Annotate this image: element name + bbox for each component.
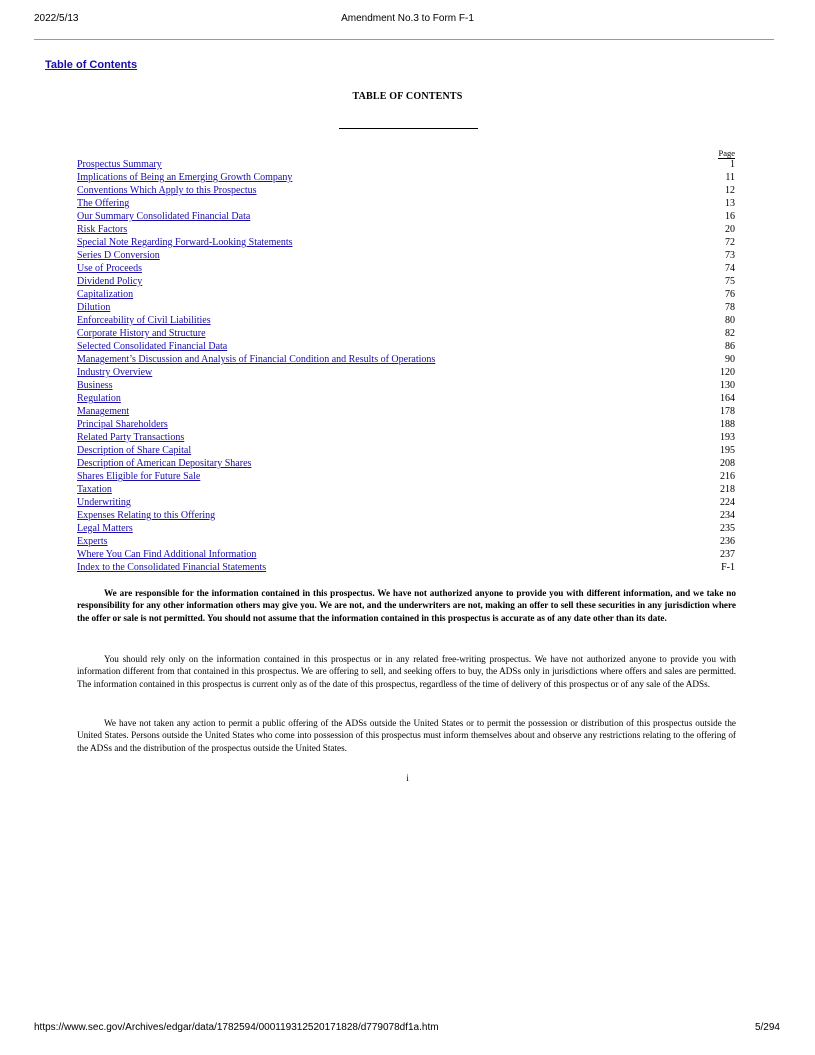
toc-list — [77, 158, 735, 574]
toc-entry — [77, 457, 735, 470]
toc-entry — [77, 158, 735, 171]
paragraph-offering-restrictions — [77, 717, 736, 754]
toc-entry — [77, 314, 735, 327]
toc-entry — [77, 366, 735, 379]
toc-entry-link[interactable]: Business — [77, 380, 113, 391]
toc-entry-page: 235 — [720, 523, 735, 534]
toc-entry-link[interactable]: Prospectus Summary — [77, 159, 162, 170]
toc-entry-page: 80 — [725, 315, 735, 326]
toc-entry — [77, 236, 735, 249]
toc-entry-link[interactable]: Risk Factors — [77, 224, 128, 235]
toc-entry — [77, 275, 735, 288]
toc-entry-page: 164 — [720, 393, 735, 404]
toc-entry — [77, 392, 735, 405]
toc-entry-page: 237 — [720, 549, 735, 560]
toc-entry — [77, 223, 735, 236]
toc-entry-page: 78 — [725, 302, 735, 313]
toc-entry — [77, 548, 735, 561]
toc-entry-page: 216 — [720, 471, 735, 482]
toc-entry — [77, 561, 735, 574]
toc-entry-link[interactable]: Regulation — [77, 393, 121, 404]
toc-entry — [77, 184, 735, 197]
toc-entry-page: 236 — [720, 536, 735, 547]
print-page-count: 5/294 — [754, 1022, 780, 1033]
toc-entry-page: 82 — [725, 328, 735, 339]
toc-entry-page: 234 — [720, 510, 735, 521]
toc-entry-link[interactable]: Special Note Regarding Forward-Looking Statements — [77, 237, 293, 248]
page-column-header: Page — [718, 148, 735, 158]
toc-entry-page: 1 — [730, 159, 735, 170]
toc-entry — [77, 171, 735, 184]
toc-entry-link[interactable]: Capitalization — [77, 289, 134, 300]
table-of-contents-link[interactable]: Table of Contents — [45, 59, 138, 71]
toc-entry-page: 130 — [720, 380, 735, 391]
toc-entry-page: 218 — [720, 484, 735, 495]
toc-entry-page: F-1 — [721, 562, 735, 573]
toc-entry-link[interactable]: Experts — [77, 536, 108, 547]
toc-entry-page: 120 — [720, 367, 735, 378]
toc-entry-link[interactable]: Dilution — [77, 302, 111, 313]
toc-entry-page: 20 — [725, 224, 735, 235]
print-url: https://www.sec.gov/Archives/edgar/data/1782594/000119312520171828/d779078df1a.htm — [34, 1022, 439, 1033]
toc-entry-link[interactable]: Legal Matters — [77, 523, 133, 534]
toc-entry-link[interactable]: Shares Eligible for Future Sale — [77, 471, 201, 482]
paragraph-text: We are responsible for the information contained in this prospectus. We have not authorized anyone to provide you with different information, and we take no responsibility for any other information others may give you. We are not, and the underwriters are not, making an offer to sell these securities in any jurisdiction where the offer or sale is not permitted. You should not assume that the information contained in this prospectus is accurate as of any date other than its date. — [77, 588, 736, 623]
toc-entry — [77, 340, 735, 353]
paragraph-responsibility — [77, 587, 736, 624]
toc-entry-page: 224 — [720, 497, 735, 508]
toc-entry-link[interactable]: Corporate History and Structure — [77, 328, 206, 339]
toc-entry-link[interactable]: Enforceability of Civil Liabilities — [77, 315, 211, 326]
toc-entry-page: 16 — [725, 211, 735, 222]
toc-entry-link[interactable]: Description of Share Capital — [77, 445, 192, 456]
toc-entry — [77, 210, 735, 223]
toc-entry — [77, 483, 735, 496]
print-date: 2022/5/13 — [34, 13, 79, 24]
toc-entry-link[interactable]: Expenses Relating to this Offering — [77, 510, 216, 521]
toc-entry-page: 74 — [725, 263, 735, 274]
toc-entry-link[interactable]: Index to the Consolidated Financial Statements — [77, 562, 267, 573]
toc-entry-page: 178 — [720, 406, 735, 417]
toc-entry-page: 73 — [725, 250, 735, 261]
toc-entry-link[interactable]: Conventions Which Apply to this Prospectus — [77, 185, 257, 196]
toc-entry-page: 11 — [725, 172, 735, 183]
toc-entry — [77, 288, 735, 301]
toc-entry — [77, 444, 735, 457]
toc-entry-page: 208 — [720, 458, 735, 469]
toc-entry — [77, 509, 735, 522]
header-divider — [34, 39, 774, 40]
toc-entry-link[interactable]: Our Summary Consolidated Financial Data — [77, 211, 251, 222]
toc-entry — [77, 496, 735, 509]
toc-entry — [77, 405, 735, 418]
toc-entry-link[interactable]: Industry Overview — [77, 367, 153, 378]
toc-entry — [77, 249, 735, 262]
toc-entry — [77, 262, 735, 275]
toc-entry-page: 76 — [725, 289, 735, 300]
toc-entry-link[interactable]: Related Party Transactions — [77, 432, 185, 443]
toc-entry-page: 86 — [725, 341, 735, 352]
paragraph-text: You should rely only on the information contained in this prospectus or in any related free-writing prospectus. We have not authorized anyone to provide you with information different from that contained in this prospectus. We are offering to sell, and seeking offers to buy, the ADSs only in jurisdictions where offers and sales are permitted. The information contained in this prospectus is current only as of the date of this prospectus, regardless of the time of delivery of this prospectus or of any sale of the ADSs. — [77, 654, 736, 689]
toc-entry-link[interactable]: Management — [77, 406, 130, 417]
toc-entry-link[interactable]: The Offering — [77, 198, 130, 209]
title-divider — [339, 128, 478, 129]
toc-entry-link[interactable]: Where You Can Find Additional Information — [77, 549, 257, 560]
print-doc-title: Amendment No.3 to Form F-1 — [341, 13, 474, 24]
toc-entry-page: 13 — [725, 198, 735, 209]
toc-entry-page: 75 — [725, 276, 735, 287]
toc-entry-link[interactable]: Underwriting — [77, 497, 131, 508]
toc-entry — [77, 470, 735, 483]
toc-entry-link[interactable]: Description of American Depositary Shares — [77, 458, 252, 469]
toc-entry-link[interactable]: Management’s Discussion and Analysis of Financial Condition and Results of Operations — [77, 354, 436, 365]
toc-entry-page: 12 — [725, 185, 735, 196]
paragraph-text: We have not taken any action to permit a public offering of the ADSs outside the United States or to permit the possession or distribution of this prospectus outside the United States. Persons outside the United States who come into possession of this prospectus must inform themselves about and observe any restrictions relating to the offering of the ADSs and the distribution of the prospectus outside the United States. — [77, 718, 736, 753]
paragraph-reliance — [77, 653, 736, 690]
toc-entry — [77, 197, 735, 210]
toc-entry — [77, 379, 735, 392]
page-title: TABLE OF CONTENTS — [352, 91, 463, 102]
toc-entry — [77, 353, 735, 366]
toc-entry — [77, 327, 735, 340]
toc-entry-link[interactable]: Principal Shareholders — [77, 419, 168, 430]
toc-entry-link[interactable]: Implications of Being an Emerging Growth Company — [77, 172, 293, 183]
toc-entry-page: 72 — [725, 237, 735, 248]
page-folio: i — [406, 773, 409, 783]
toc-entry-link[interactable]: Use of Proceeds — [77, 263, 142, 274]
toc-entry-link[interactable]: Selected Consolidated Financial Data — [77, 341, 228, 352]
toc-entry — [77, 522, 735, 535]
toc-entry — [77, 418, 735, 431]
toc-entry — [77, 301, 735, 314]
toc-entry-link[interactable]: Series D Conversion — [77, 250, 160, 261]
toc-entry-link[interactable]: Dividend Policy — [77, 276, 143, 287]
toc-entry-page: 90 — [725, 354, 735, 365]
toc-entry — [77, 535, 735, 548]
toc-entry-page: 193 — [720, 432, 735, 443]
toc-entry — [77, 431, 735, 444]
toc-entry-link[interactable]: Taxation — [77, 484, 112, 495]
toc-entry-page: 195 — [720, 445, 735, 456]
toc-entry-page: 188 — [720, 419, 735, 430]
